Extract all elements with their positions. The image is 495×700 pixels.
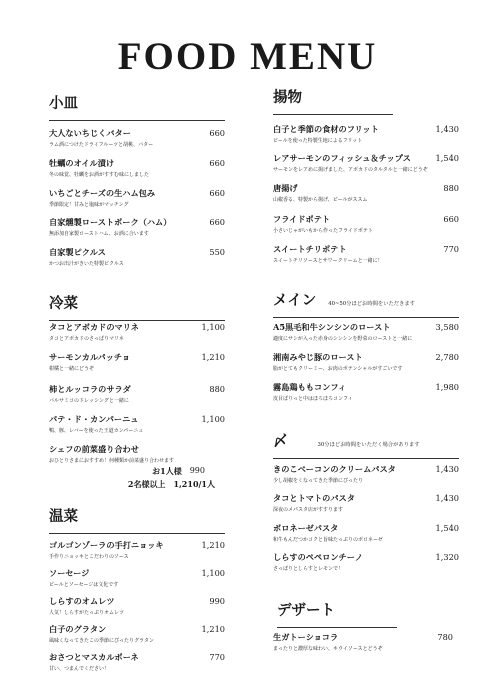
section-main (273, 289, 459, 318)
menu-item (49, 414, 225, 434)
item-name: タコとトマトのパスタ (273, 493, 355, 503)
item-desc: 山椒香る、特製から揚げ、ビールがススム (273, 197, 368, 203)
item-price: 770 (209, 652, 225, 662)
item-desc: スイートチリソースとサワークリームと一緒に！ (273, 258, 383, 264)
item-price: 1,980 (435, 382, 459, 392)
item-desc: ビールとソーセージは文化です (49, 582, 119, 588)
item-desc: 甘い、つまんでください！ (49, 666, 110, 672)
item-desc: 少し胡椒をくなってきた季節にぴったり (273, 478, 364, 484)
price-one-person: お1人様 990 (152, 466, 205, 476)
item-price: 780 (437, 632, 453, 642)
item-desc: 手作りニョッキとこだわりのソース (49, 554, 129, 560)
section-title: 〆 (273, 433, 288, 450)
item-price: 1,430 (435, 124, 459, 134)
item-name: おさつとマスカルポーネ (49, 652, 139, 662)
item-desc: バルサミコのドレッシングと一緒に (49, 398, 129, 404)
item-name: 湘南みやじ豚のロースト (273, 352, 363, 362)
menu-item (273, 552, 459, 572)
item-name: パテ・ド・カンパーニュ (49, 414, 139, 424)
menu-item (273, 493, 459, 513)
section-title: 温菜 (49, 508, 78, 525)
menu-item (49, 247, 225, 267)
item-name: 白子のグラタン (49, 624, 107, 634)
item-price: 770 (443, 244, 459, 254)
menu-item (273, 382, 459, 402)
item-desc: ビールを使った特製生地によるフリット (273, 138, 363, 144)
item-desc: まったりと濃厚な味わい、キウイソースとどうぞ (273, 646, 383, 652)
item-name: いちごとチーズの生ハム包み (49, 188, 156, 198)
menu-item (49, 384, 225, 404)
item-desc: 深夜のメパスタ店がすすります (273, 507, 344, 513)
section-divider (49, 320, 225, 321)
menu-item (49, 568, 225, 588)
item-desc: 鴨、豚、レバーを使った王道カンパーニュ (49, 428, 144, 434)
item-desc: 和牛もんだつかコクと旨味たっぷりのボロネーゼ (273, 537, 383, 543)
item-name: ボロネーゼパスタ (273, 523, 339, 533)
menu-item (49, 624, 225, 644)
section-title: メイン (273, 292, 317, 309)
section-small-plates (49, 92, 225, 121)
item-price: 660 (443, 214, 459, 224)
item-price: 990 (209, 596, 225, 606)
item-desc: 柑橘と一緒にどうぞ (49, 366, 95, 372)
item-name: 唐揚げ (273, 183, 298, 193)
item-price: 660 (209, 128, 225, 138)
item-price: 550 (209, 247, 225, 257)
section-dessert (277, 599, 397, 628)
item-price: 1,100 (201, 568, 225, 578)
section-cold-dishes (49, 292, 225, 321)
item-name: 柿とルッコラのサラダ (49, 384, 131, 394)
item-price: 660 (209, 158, 225, 168)
section-divider (273, 458, 459, 459)
menu-item (273, 214, 459, 234)
menu-item (49, 322, 225, 342)
item-desc: 風味くなってきたこの季節にぴったりグラタン (49, 638, 154, 644)
item-price: 1,430 (435, 493, 459, 503)
menu-item (49, 217, 225, 237)
item-desc: ラム酒につけたドライフルーツと胡桃、バター (49, 142, 154, 148)
section-finisher (273, 430, 459, 459)
item-desc: さっぱりとしらすとレモンで！ (273, 566, 344, 572)
item-name: 霧島鶏ももコンフィ (273, 382, 347, 392)
item-desc: 冬の味覚、牡蠣をお酒がすすむ味にしました (49, 172, 150, 178)
item-name: A5黒毛和牛シンシンのロースト (273, 322, 391, 332)
item-price: 660 (209, 188, 225, 198)
menu-item (273, 352, 459, 372)
item-price: 3,580 (435, 322, 459, 332)
menu-item (273, 183, 459, 203)
item-name: レアサーモンのフィッシュ＆チップス (273, 153, 411, 163)
item-price: 1,540 (435, 153, 459, 163)
menu-item (273, 523, 459, 543)
item-price: 2,780 (435, 352, 459, 362)
item-name: 生ガトーショコラ (273, 632, 339, 642)
item-name: スイートチリポテト (273, 244, 347, 254)
item-desc: おひとりさまにおすすめ！何種類か前菜盛り合わせます (49, 458, 175, 464)
item-desc: 無添加自家製ローストハム、お酒に合います (49, 231, 149, 237)
section-divider (49, 533, 225, 534)
item-price: 1,210 (201, 624, 225, 634)
item-price: 1,100 (201, 414, 225, 424)
section-title: 小皿 (49, 95, 78, 112)
item-name: きのこベーコンのクリームパスタ (273, 464, 396, 474)
item-price: 1,320 (435, 552, 459, 562)
section-title: 揚物 (273, 89, 302, 106)
item-name: ゴルゴンゾーラの手打ニョッキ (49, 540, 164, 550)
item-price: 660 (209, 217, 225, 227)
item-desc: 適度にサシが入った赤身のシンシンを野菜のローストと一緒に (273, 336, 413, 342)
item-name: 白子と季節の食材のフリット (273, 124, 379, 134)
item-name: ソーセージ (49, 568, 90, 578)
section-divider (273, 114, 393, 115)
menu-item (49, 128, 225, 148)
item-name: フライドポテト (273, 214, 331, 224)
menu-item-platter (49, 444, 225, 490)
item-desc: 脂がとてもクリーミー、お肉のポテンシャルがすごいです (273, 366, 403, 372)
item-price: 1,430 (435, 464, 459, 474)
item-price: 880 (209, 384, 225, 394)
section-fried (273, 86, 393, 115)
menu-item (273, 153, 459, 173)
menu-item (273, 322, 459, 342)
item-name: 自家燻製ローストポーク（ハム） (49, 217, 172, 227)
item-name: シェフの前菜盛り合わせ (49, 444, 139, 454)
menu-item (273, 632, 453, 652)
menu-item (273, 244, 459, 264)
item-desc: 小さいじゃがいもから作ったフライドポテト (273, 228, 373, 234)
section-divider (49, 120, 225, 121)
item-desc: 皮目ぱりっと中はほろほろコンフィ (273, 396, 353, 402)
item-price: 1,540 (435, 523, 459, 533)
section-divider (273, 317, 459, 318)
section-note: 40~50分ほどお時間をいただきます (328, 301, 415, 307)
item-desc: 人気！しらすがたっぷりオムレツ (49, 610, 125, 616)
section-divider (277, 627, 397, 628)
section-warm-dishes (49, 505, 225, 534)
item-price: 1,210 (201, 540, 225, 550)
item-name: しらすのペペロンチーノ (273, 552, 363, 562)
item-desc: サーモンをレアめに揚げました、アボカドのタルタルと一緒にどうぞ (273, 167, 428, 173)
menu-item (49, 188, 225, 208)
item-name: 牡蠣のオイル漬け (49, 158, 115, 168)
item-name: 自家製ピクルス (49, 247, 106, 257)
item-price: 1,100 (201, 322, 225, 332)
menu-item (273, 124, 459, 144)
menu-item (273, 464, 459, 484)
section-note: 30分ほどお時間をいただく場合があります (317, 442, 420, 448)
section-title: 冷菜 (49, 295, 78, 312)
page-title: FOOD MENU (117, 35, 378, 78)
menu-item (49, 352, 225, 372)
item-name: しらすのオムレツ (49, 596, 115, 606)
item-name: サーモンカルパッチョ (49, 352, 131, 362)
menu-item (49, 158, 225, 178)
item-desc: 季節限定！甘みと塩味がマッチング (49, 202, 129, 208)
menu-item (49, 652, 225, 672)
menu-item (49, 596, 225, 616)
section-title: デザート (277, 602, 335, 619)
item-price: 880 (443, 183, 459, 193)
item-desc: タコとアボカドのさっぱりマリネ (49, 336, 124, 342)
item-name: タコとアボカドのマリネ (49, 322, 139, 332)
menu-item (49, 540, 225, 560)
item-name: 大人ないちじくバター (49, 128, 131, 138)
item-desc: かつお出汁がきいた特製ピクルス (49, 261, 124, 267)
price-two-plus: 2名様以上 1,210/1人 (127, 479, 215, 489)
item-price: 1,210 (201, 352, 225, 362)
